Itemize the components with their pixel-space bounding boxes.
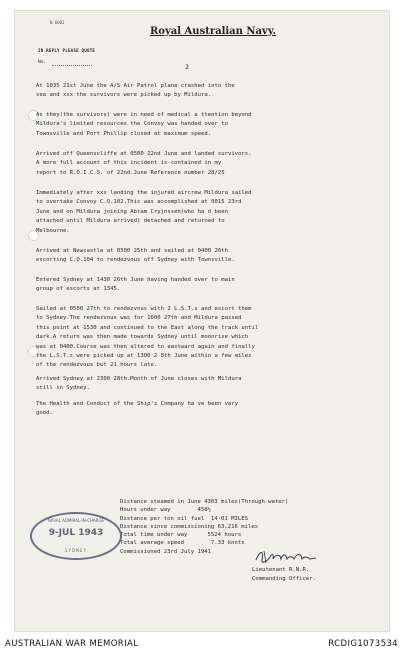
stat-distance-since-commissioning: Distance since commissioning 63,216 miles [120, 523, 259, 530]
received-date-stamp [30, 512, 122, 560]
stat-hours-under-way: Hours under way 458½ [120, 507, 211, 514]
reference-number-label: No. [38, 60, 47, 65]
stat-commissioned: Commissioned 23rd July 1941 [120, 548, 211, 555]
paragraph-survivors-medical: As they(the survivors) were in need of medical a ttention beyond Mildura's limited resources the Convoy was handed over to Townsville and Port Phillip closed at maximum speed. [36, 112, 252, 137]
paragraph-entered-sydney: Entered Sydney at 1430 26th June having handed over to main group of escorts at 1345. [36, 277, 235, 293]
paragraph-arrived-sydney: Arrived Sydney at 2300 28th.Month of June closes with Mildura still in Sydney. [36, 376, 242, 392]
stamp-top-text: NAVAL ADMIRAL-IN-CHARGE [47, 518, 105, 523]
form-number: N 6002 [50, 20, 65, 25]
signature-title: Commanding Officer. [252, 575, 316, 582]
reply-note: IN REPLY PLEASE QUOTE [38, 48, 96, 53]
paragraph-overtake-convoy: Immediately after xxx landing the injured aircrew Mildura sailed to overtake Convoy C.O.102.This was accomplished at 0015 23rd June and on Mildura joining Abram Cryjnssen(who ha d been attached until Mildura arrived) detached and returned to Melbourne. [36, 190, 252, 234]
archive-institution: AUSTRALIAN WAR MEMORIAL [5, 639, 139, 649]
paragraph-queenscliffe-arrival: Arrived off Queenscliffe at 0500 22nd June and landed survivors. A more full account of this incident is contained in my report to R.O.I.C.S. of 22nd.June Reference number 28/25 [36, 151, 252, 176]
paragraph-air-patrol-crash: At 1035 21st June the A/S Air Patrol plane crashed into the sea and xxx the survivors were picked up by Mildura. [36, 83, 235, 99]
page-number: 2 [185, 63, 189, 71]
archive-record-id: RCDIG1073534 [328, 639, 398, 649]
stat-distance-june: Distance steamed in June 4303 miles(Through water) [120, 499, 289, 505]
stamp-bottom-text: SYDNEY [64, 548, 88, 553]
paragraph-newcastle-arrival: Arrived at Newcastle at 0500 25th and sailed at 0400 26th escorting C.O.104 to rendezvous off Sydney with Townsville. [36, 248, 235, 264]
signature-rank: Lieutenant R.N.R. [252, 567, 310, 573]
paragraph-health-conduct: The Health and Conduct of the Ship's Company ha ve been very good. [36, 401, 239, 417]
letterhead-title: Royal Australian Navy. [150, 26, 276, 37]
stat-average-speed: Total average speed 7.33 knots [120, 540, 245, 547]
handwritten-signature [254, 548, 322, 566]
stamp-date: 9-JUL 1943 [48, 528, 104, 538]
reference-number-line [52, 65, 92, 66]
stat-total-time: Total time under way 5524 hours [120, 532, 242, 539]
stat-distance-per-ton: Distance per ton oil fuel 14·01 MILES [120, 515, 248, 522]
signature-block [252, 566, 316, 583]
paragraph-lst-rendezvous: Sailed at 0500 27th to rendezvous with 2 L.S.T.s and escort them to Sydney.The rendezvous was for 1600 27th and Mildura passed this point at 1530 and continued to the East along the track until dark.A return was then made towards Sydney until moonrise which was at 0400.Course was then altered to eastward again and finally the L.S.T.s were picked up at 1300 2 8th June within a few miles of the rendezvous but 21 hours late. [36, 306, 259, 369]
